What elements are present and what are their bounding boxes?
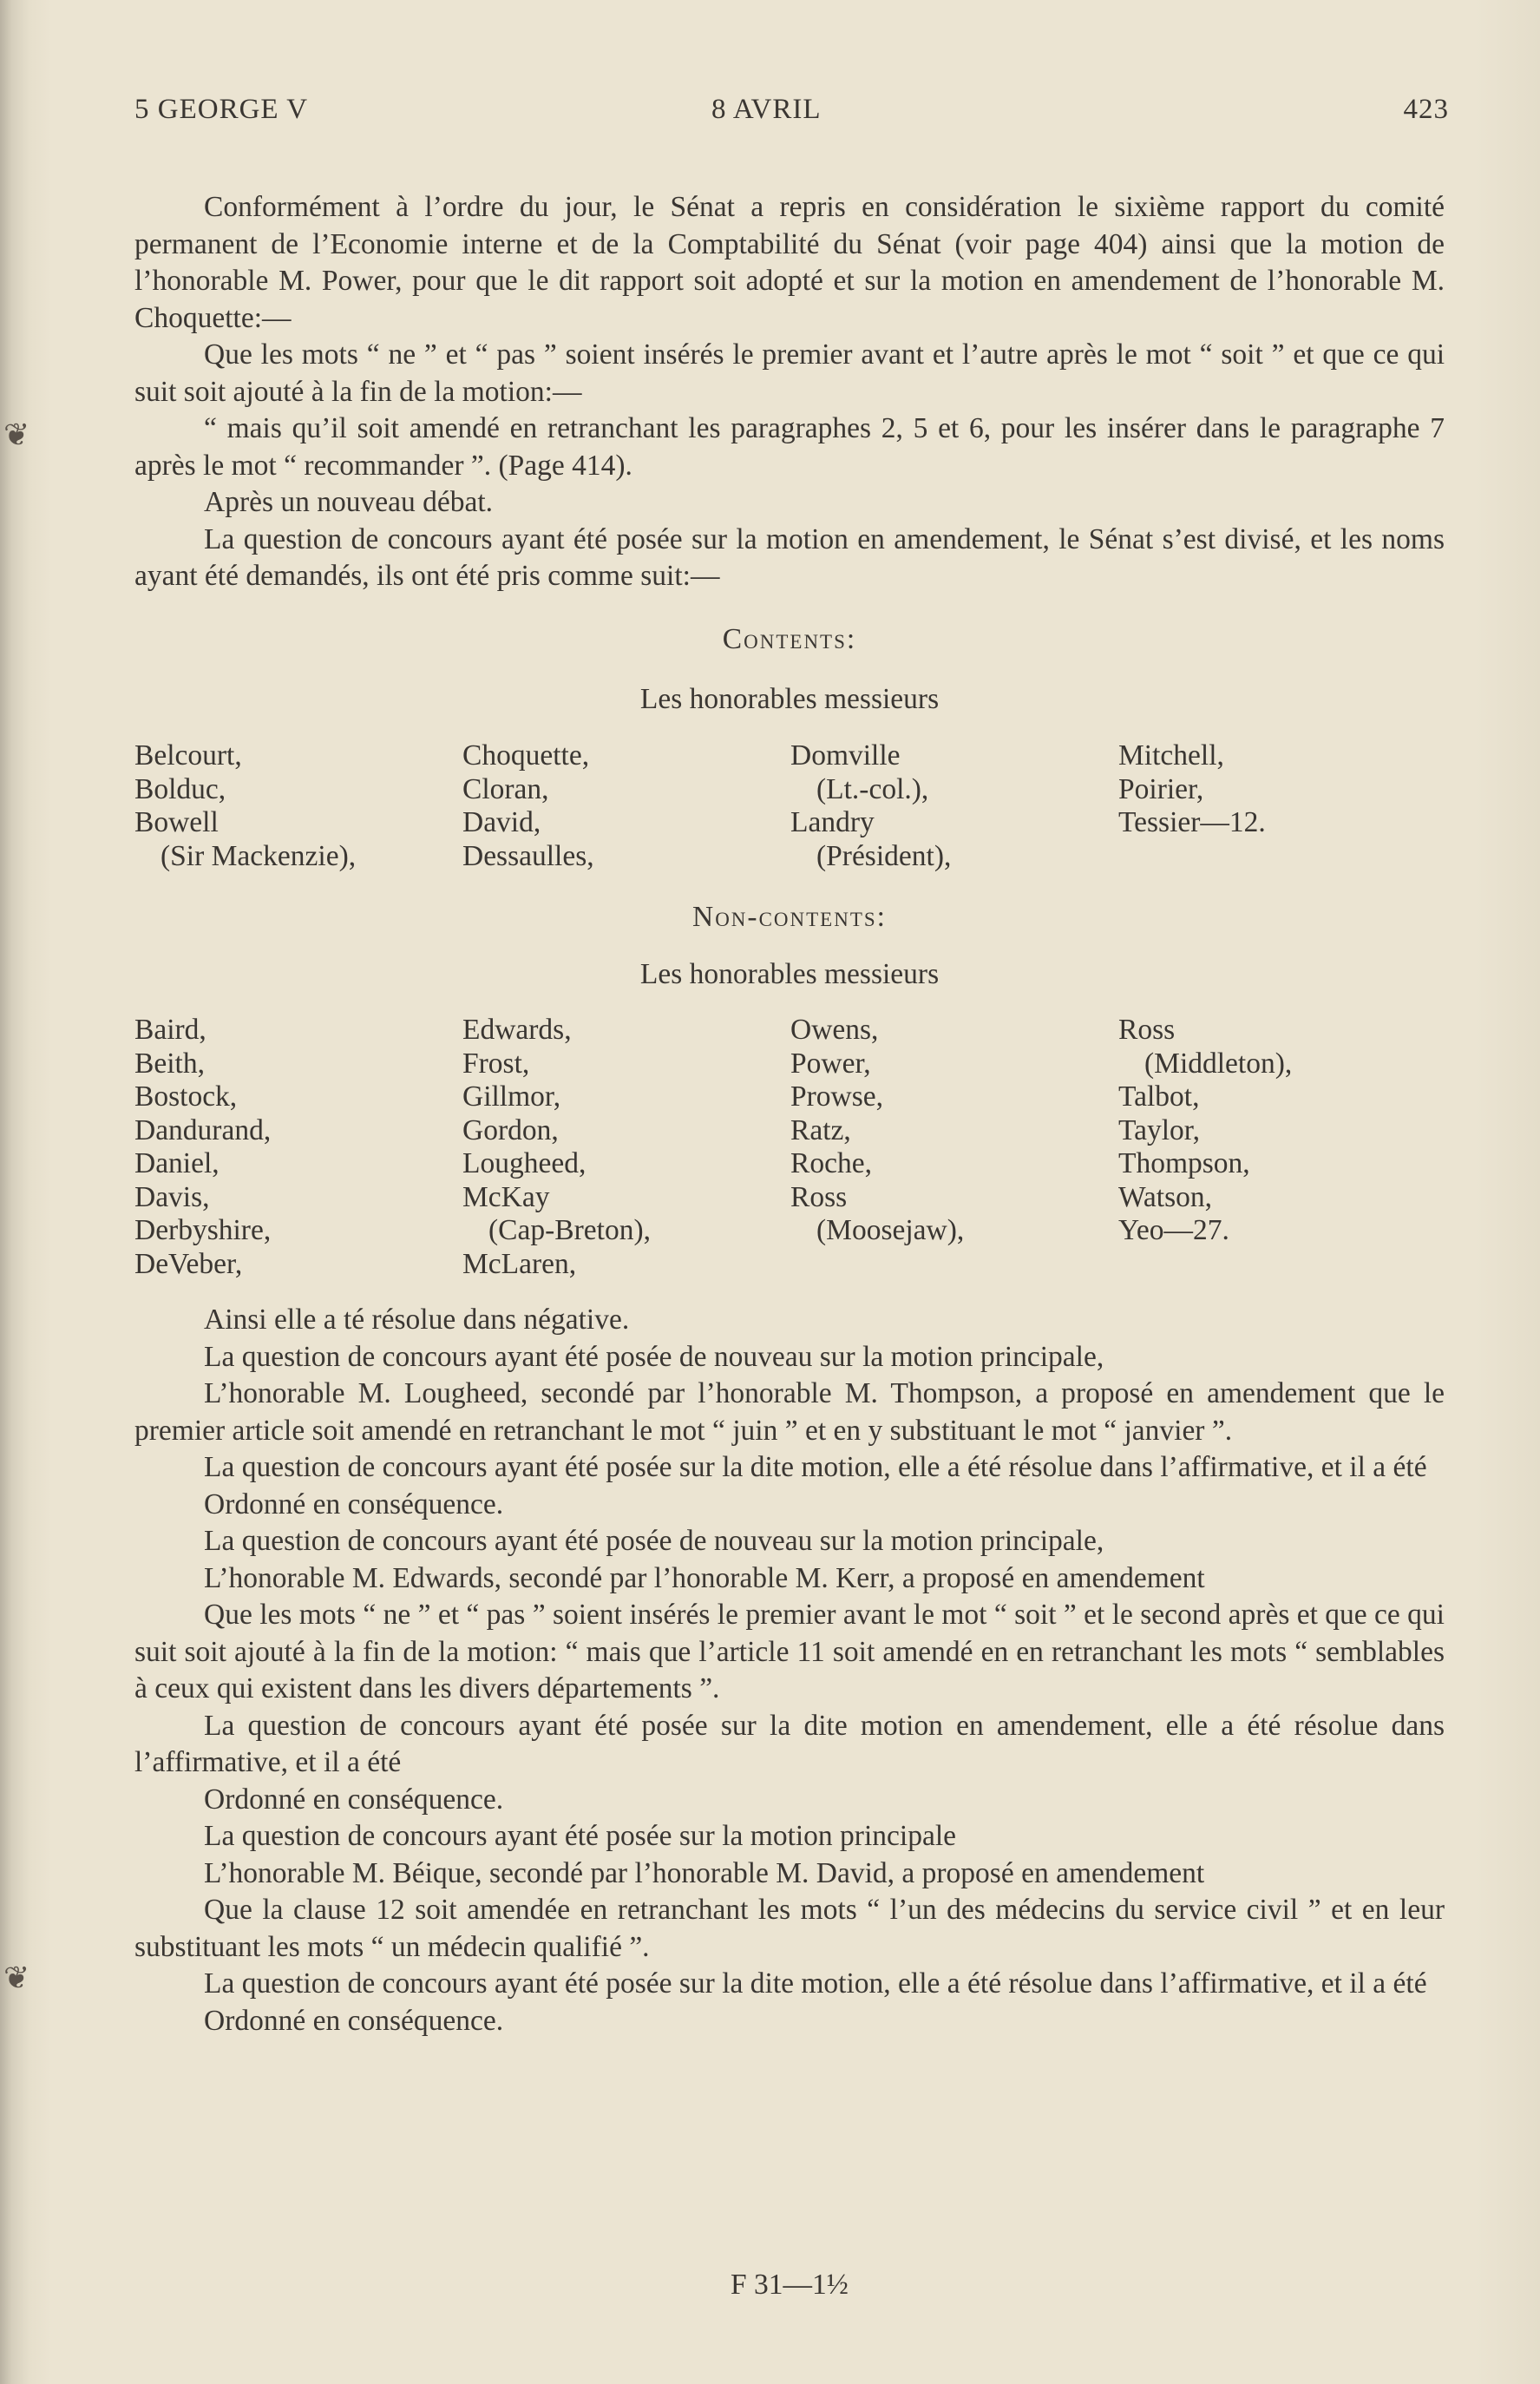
margin-mark: ❦ [3, 1960, 30, 1995]
name-item: Daniel, [134, 1147, 220, 1179]
paragraph: Ordonné en conséquence. [204, 1488, 504, 1520]
header-date: 8 AVRIL [711, 94, 822, 125]
paragraph: Conformément à l’ordre du jour, le Sénat a repris en considération le sixième rapport du comité permanent de l’Economie interne et de la Comptabilité du Sénat (voir page 404) ainsi que la motion de l’honorable M. Power, pour que le dit rapport soit adopté et sur la motion en amendement de l’honorable M. Choquette:— [134, 191, 1445, 334]
paragraph: La question de concours ayant été posée de nouveau sur la motion principale, [204, 1525, 1104, 1557]
name-item: McLaren, [462, 1247, 577, 1280]
intro-text [134, 189, 1445, 595]
noncontents-column-2 [462, 1014, 783, 1281]
name-item: Dessaulles, [462, 839, 594, 872]
contents-column-1 [134, 739, 455, 873]
contents-column-2 [462, 739, 783, 873]
name-item: Derbyshire, [134, 1214, 272, 1246]
paragraph: Ainsi elle a té résolue dans négative. [204, 1304, 630, 1336]
name-item: (Lt.-col.), [816, 772, 929, 805]
margin-mark: ❦ [3, 417, 30, 452]
name-item: (Sir Mackenzie), [161, 839, 357, 872]
name-item: Belcourt, [134, 739, 242, 772]
paragraph: La question de concours ayant été posée sur la dite motion en amendement, elle a été résolue dans l’affirmative, et il a été [134, 1709, 1445, 1778]
name-item: Gillmor, [462, 1080, 561, 1113]
name-item: Cloran, [462, 772, 549, 805]
name-item: McKay [462, 1180, 550, 1213]
name-item: Yeo—27. [1118, 1214, 1229, 1246]
contents-subtitle: Les honorables messieurs [639, 683, 940, 715]
name-item: Ross [1118, 1014, 1176, 1046]
page-footer: F 31—1½ [731, 2269, 849, 2301]
name-item: Poirier, [1118, 772, 1204, 805]
paragraph: Que les mots “ ne ” et “ pas ” soient insérés le premier avant et l’autre après le mot “ soit ” et que ce qui suit soit ajouté à la fin de la motion:— [134, 338, 1445, 408]
paragraph: Que la clause 12 soit amendée en retranchant les mots “ l’un des médecins du service civil ” et en leur substituant les mots “ un médecin qualifié ”. [134, 1894, 1445, 1963]
noncontents-title: Non-contents: [692, 901, 887, 933]
paragraph: L’honorable M. Lougheed, secondé par l’honorable M. Thompson, a proposé en amendement que le premier article soit amendé en retranchant le mot “ juin ” et en y substituant le mot “ janvier ”. [134, 1377, 1445, 1447]
name-item: Owens, [790, 1014, 879, 1046]
name-item: Talbot, [1118, 1080, 1200, 1113]
page-number: 423 [1403, 94, 1449, 125]
body-text [134, 1302, 1445, 2039]
name-item: Ratz, [790, 1113, 851, 1146]
name-item: Mitchell, [1118, 739, 1224, 772]
page-header [134, 94, 1449, 134]
paragraph: La question de concours ayant été posée sur la motion en amendement, le Sénat s’est divisé, et les noms ayant été demandés, ils ont été pris comme suit:— [134, 522, 1445, 592]
name-item: Tessier—12. [1118, 806, 1266, 838]
paragraph: Ordonné en conséquence. [204, 2004, 504, 2037]
name-item: Roche, [790, 1147, 872, 1179]
name-item: Gordon, [462, 1113, 559, 1146]
paragraph: La question de concours ayant été posée sur la dite motion, elle a été résolue dans l’affirmative, et il a été [204, 1967, 1427, 2000]
name-item: Baird, [134, 1014, 206, 1046]
noncontents-subtitle: Les honorables messieurs [639, 958, 940, 990]
paragraph: La question de concours ayant été posée de nouveau sur la motion principale, [204, 1340, 1104, 1373]
name-item: Landry [790, 806, 875, 838]
name-item: Domville [790, 739, 901, 772]
name-item: (Moosejaw), [816, 1214, 965, 1246]
name-item: Ross [790, 1180, 848, 1213]
noncontents-column-1 [134, 1014, 455, 1281]
name-item: Taylor, [1118, 1113, 1200, 1146]
paragraph: “ mais qu’il soit amendé en retranchant les paragraphes 2, 5 et 6, pour les insérer dans le paragraphe 7 après le mot “ recommander ”. (Page 414). [134, 412, 1445, 482]
name-item: Bowell [134, 806, 219, 838]
contents-title: Contents: [722, 623, 857, 655]
name-item: (Middleton), [1144, 1047, 1293, 1080]
name-item: Frost, [462, 1047, 530, 1080]
name-item: David, [462, 806, 541, 838]
header-reign: 5 GEORGE V [134, 94, 309, 125]
name-item: Bostock, [134, 1080, 238, 1113]
paragraph: Que les mots “ ne ” et “ pas ” soient insérés le premier avant le mot “ soit ” et le second après et que ce qui suit soit ajouté à la fin de la motion: “ mais que l’article 11 soit amendé en en retranchant les mots “ semblables à ceux qui existent dans les divers départements ”. [134, 1599, 1445, 1704]
name-item: Bolduc, [134, 772, 226, 805]
noncontents-column-4 [1118, 1014, 1439, 1248]
name-item: DeVeber, [134, 1247, 243, 1280]
name-item: Dandurand, [134, 1113, 272, 1146]
contents-column-4 [1118, 739, 1439, 840]
name-item: Watson, [1118, 1180, 1213, 1213]
name-item: Power, [790, 1047, 871, 1080]
paragraph: La question de concours ayant été posée sur la motion principale [204, 1820, 956, 1852]
paragraph: Après un nouveau débat. [204, 486, 494, 518]
name-item: Prowse, [790, 1080, 884, 1113]
name-item: Edwards, [462, 1014, 572, 1046]
name-item: (Cap-Breton), [488, 1214, 651, 1246]
name-item: Davis, [134, 1180, 210, 1213]
name-item: Lougheed, [462, 1147, 587, 1179]
name-item: (Président), [816, 839, 952, 872]
name-item: Thompson, [1118, 1147, 1250, 1179]
contents-column-3 [790, 739, 1111, 873]
paragraph: L’honorable M. Béique, secondé par l’honorable M. David, a proposé en amendement [204, 1856, 1205, 1889]
name-item: Choquette, [462, 739, 590, 772]
name-item: Beith, [134, 1047, 205, 1080]
paragraph: La question de concours ayant été posée sur la dite motion, elle a été résolue dans l’affirmative, et il a été [204, 1451, 1427, 1483]
paragraph: Ordonné en conséquence. [204, 1783, 504, 1816]
noncontents-column-3 [790, 1014, 1111, 1248]
paragraph: L’honorable M. Edwards, secondé par l’honorable M. Kerr, a proposé en amendement [204, 1561, 1205, 1594]
